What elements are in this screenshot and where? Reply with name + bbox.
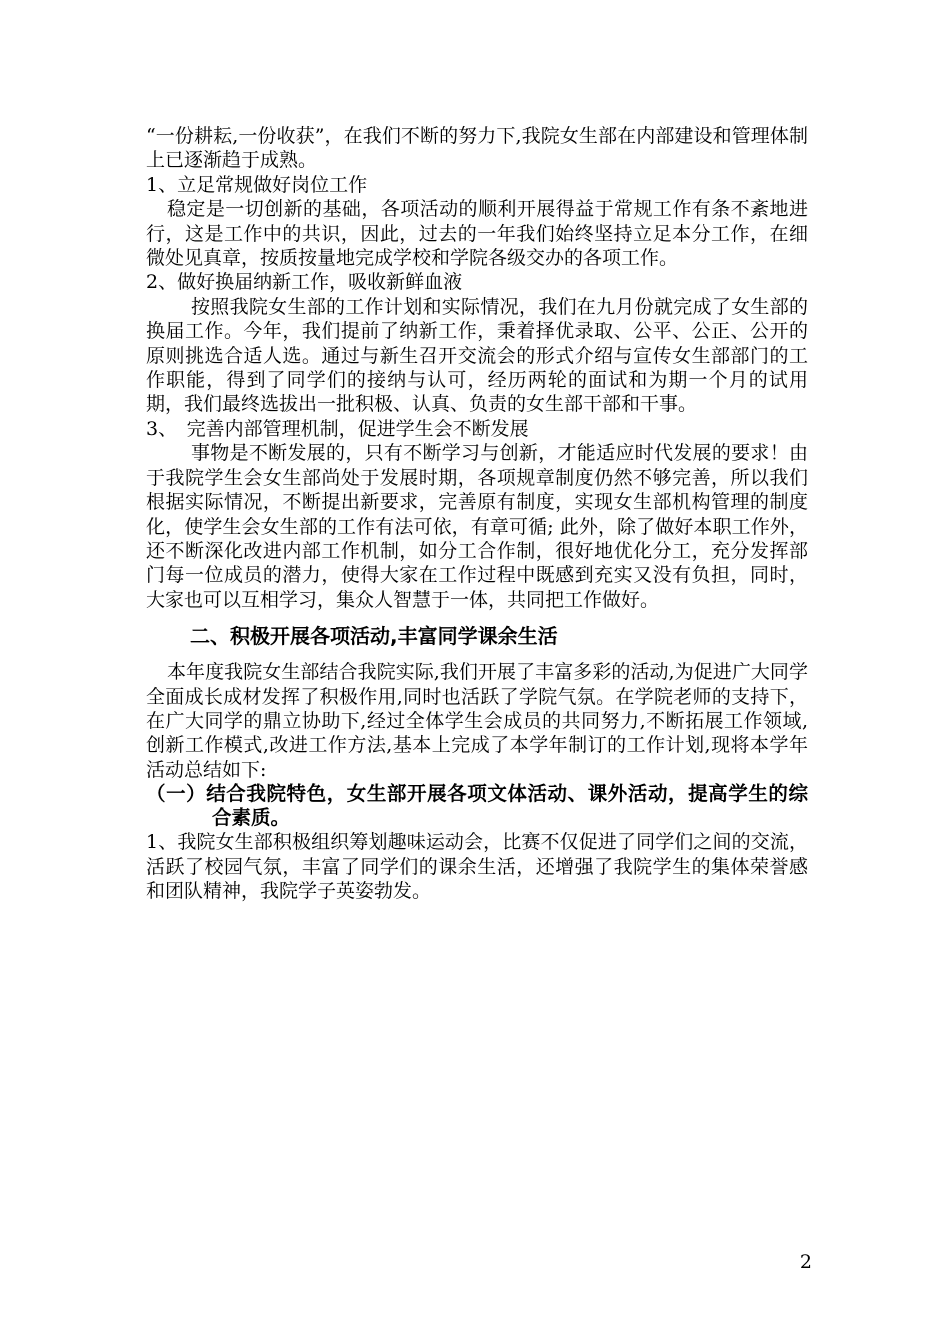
section2-title: 二、积极开展各项活动,丰富同学课余生活 <box>190 624 558 649</box>
item1-paragraph: 稳定是一切创新的基础，各项活动的顺利开展得益于常规工作有条不紊地进行，这是工作中的共识，因此，过去的一年我们始终坚持立足本分工作，在细微处见真章，按质按量地完成学校和学院各级交办的各项工作。 <box>146 198 808 270</box>
page-number: 2 <box>799 1251 812 1273</box>
item3-heading: 3、 完善内部管理机制，促进学生会不断发展 <box>146 417 529 440</box>
section2-paragraph: 本年度我院女生部结合我院实际,我们开展了丰富多彩的活动,为促进广大同学全面成长成材发挥了积极作用,同时也活跃了学院气氛。在学院老师的支持下，在广大同学的鼎立协助下,经过全体学生会成员的共同努力,不断拓展工作领域,创新工作模式,改进工作方法,基本上完成了本学年制订的工作计划,现将本学年活动总结如下: <box>146 661 808 781</box>
item2-heading: 2、做好换届纳新工作，吸收新鲜血液 <box>146 271 463 294</box>
item1-heading: 1、立足常规做好岗位工作 <box>146 173 368 196</box>
subsection1-title: （一）结合我院特色，女生部开展各项文体活动、课外活动，提高学生的综合素质。 <box>146 782 808 830</box>
item3-paragraph: 事物是不断发展的，只有不断学习与创新，才能适应时代发展的要求！由于我院学生会女生部尚处于发展时期，各项规章制度仍然不够完善，所以我们根据实际情况，不断提出新要求，完善原有制度，实现女生部机构管理的制度化，使学生会女生部的工作有法可依，有章可循; 此外，除了做好本职工作外，还不断深化改进内部工作机制，如分工合作制，很好地优化分工，充分发挥部门每一位成员的潜力，使得大家在工作过程中既感到充实又没有负担，同时，大家也可以互相学习，集众人智慧于一体，共同把工作做好。 <box>146 442 808 611</box>
item2-paragraph: 按照我院女生部的工作计划和实际情况，我们在九月份就完成了女生部的换届工作。今年，我们提前了纳新工作，秉着择优录取、公平、公正、公开的原则挑选合适人选。通过与新生召开交流会的形式介绍与宣传女生部部门的工作职能，得到了同学们的接纳与认可，经历两轮的面试和为期一个月的试用期，我们最终选拔出一批积极、认真、负责的女生部干部和干事。 <box>146 295 808 416</box>
document-body <box>146 124 808 903</box>
activity1-paragraph: 1、我院女生部积极组织筹划趣味运动会，比赛不仅促进了同学们之间的交流，活跃了校园气氛，丰富了同学们的课余生活，还增强了我院学生的集体荣誉感和团队精神，我院学子英姿勃发。 <box>146 831 808 902</box>
intro-paragraph: “一份耕耘,一份收获”，在我们不断的努力下,我院女生部在内部建设和管理体制上已逐渐趋于成熟。 <box>146 125 808 172</box>
